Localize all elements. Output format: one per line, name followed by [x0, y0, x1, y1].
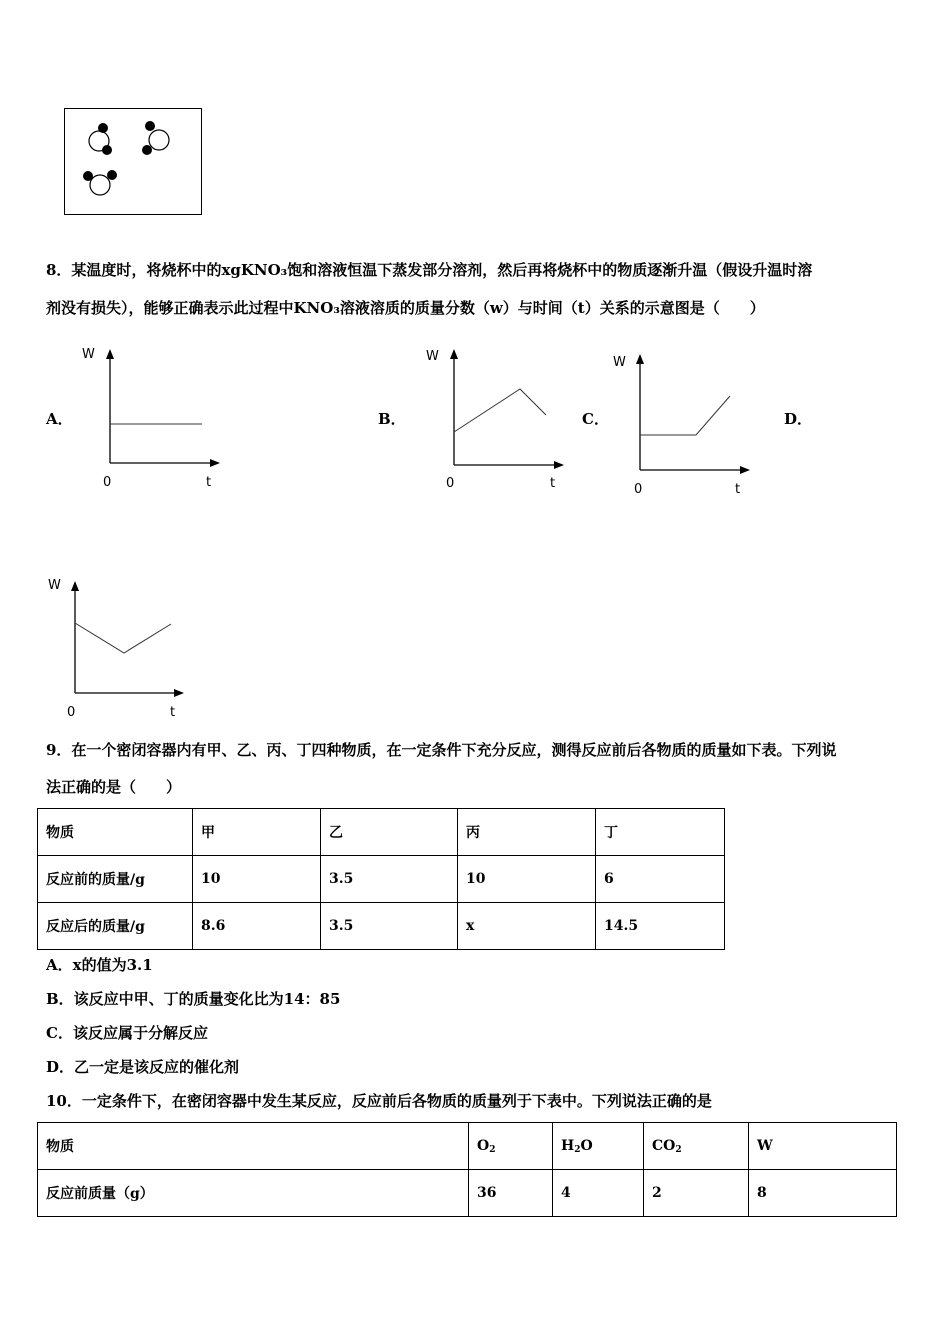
table-cell: W [749, 1123, 897, 1170]
y-axis-label: W [613, 355, 626, 370]
x-arrow [554, 461, 564, 469]
table-row [38, 809, 725, 856]
table-cell: 8.6 [193, 903, 321, 950]
curve-d [75, 623, 171, 653]
y-arrow [71, 581, 79, 591]
q9-choice-b[interactable]: B．该反应中甲、丁的质量变化比为14：85 [46, 990, 341, 1008]
origin-label: 0 [103, 475, 112, 490]
q9-line1: 9．在一个密闭容器内有甲、乙、丙、丁四种物质，在一定条件下充分反应，测得反应前后各物质的质量如下表。下列说 [46, 741, 837, 759]
black-atom [145, 121, 155, 131]
graph-a [78, 345, 228, 495]
table-cell: 3.5 [321, 856, 458, 903]
q10-table [37, 1122, 897, 1217]
table-cell: 丁 [596, 809, 725, 856]
formula-text: CO [652, 1137, 676, 1154]
formula-text: H [561, 1137, 575, 1154]
table-cell: 8 [749, 1170, 897, 1217]
table-row [38, 1170, 897, 1217]
black-atom [102, 145, 112, 155]
graph-c-svg [610, 350, 760, 500]
table-cell-co2 [644, 1123, 749, 1170]
x-axis-label: t [170, 705, 176, 720]
curve-c [640, 396, 730, 435]
black-atom [98, 123, 108, 133]
table-cell: 乙 [321, 809, 458, 856]
table-cell: x [458, 903, 596, 950]
q10-line1: 10．一定条件下，在密闭容器中发生某反应，反应前后各物质的质量列于下表中。下列说法正确的是 [46, 1092, 712, 1110]
x-arrow [740, 466, 750, 474]
graph-b-svg [422, 345, 572, 495]
y-arrow [450, 349, 458, 359]
table-row [38, 903, 725, 950]
graph-a-svg [78, 345, 228, 495]
x-arrow [174, 689, 184, 697]
origin-label: 0 [634, 482, 643, 497]
table-cell: 物质 [38, 1123, 469, 1170]
origin-label: 0 [67, 705, 76, 720]
table-cell: 14.5 [596, 903, 725, 950]
table-cell: 2 [644, 1170, 749, 1217]
q9-choice-c[interactable]: C．该反应属于分解反应 [46, 1024, 208, 1042]
q9-line2: 法正确的是（ ） [46, 778, 182, 796]
curve-b [454, 389, 546, 432]
graph-d [44, 575, 194, 725]
x-axis-label: t [735, 482, 741, 497]
formula-subscript: 2 [489, 1144, 496, 1155]
table-cell: 3.5 [321, 903, 458, 950]
table-cell: 6 [596, 856, 725, 903]
table-cell: 4 [553, 1170, 644, 1217]
black-atom [107, 170, 117, 180]
q8-line2: 剂没有损失），能够正确表示此过程中KNO₃溶液溶质的质量分数（w）与时间（t）关系的示意图是（ ） [46, 299, 765, 317]
table-row [38, 1123, 897, 1170]
y-axis-label: W [48, 578, 61, 593]
q9-table [37, 808, 725, 950]
table-cell: 反应后的质量/g [38, 903, 193, 950]
table-cell: 物质 [38, 809, 193, 856]
graph-b [422, 345, 572, 495]
formula-subscript: 2 [675, 1144, 682, 1155]
y-axis-label: W [426, 349, 439, 364]
table-cell-h2o [553, 1123, 644, 1170]
formula-subscript: 2 [574, 1144, 581, 1155]
formula-text: O [477, 1137, 490, 1154]
table-cell: 丙 [458, 809, 596, 856]
graph-c [610, 350, 760, 500]
q8-line1: 8．某温度时，将烧杯中的xgKNO₃饱和溶液恒温下蒸发部分溶剂，然后再将烧杯中的物质逐渐升温（假设升温时溶 [46, 261, 813, 279]
table-cell: 反应前质量（g） [38, 1170, 469, 1217]
table-cell: 甲 [193, 809, 321, 856]
table-cell: 反应前的质量/g [38, 856, 193, 903]
table-cell-o2 [469, 1123, 553, 1170]
option-d-label[interactable]: D． [784, 410, 813, 428]
molecule-diagram [64, 108, 202, 215]
table-cell: 10 [458, 856, 596, 903]
white-atom [149, 130, 169, 150]
option-b-label[interactable]: B． [378, 410, 406, 428]
graph-d-svg [44, 575, 194, 725]
option-a-label[interactable]: A． [46, 410, 73, 428]
molecule-svg [65, 109, 201, 214]
origin-label: 0 [446, 476, 455, 491]
x-axis-label: t [206, 475, 212, 490]
black-atom [142, 145, 152, 155]
x-arrow [210, 459, 220, 467]
formula-text: O [580, 1137, 593, 1154]
y-arrow [636, 354, 644, 364]
table-row [38, 856, 725, 903]
x-axis-label: t [550, 476, 556, 491]
black-atom [83, 171, 93, 181]
y-arrow [106, 349, 114, 359]
q9-choice-d[interactable]: D．乙一定是该反应的催化剂 [46, 1058, 240, 1076]
white-atom [90, 175, 110, 195]
option-c-label[interactable]: C． [582, 410, 609, 428]
table-cell: 36 [469, 1170, 553, 1217]
y-axis-label: W [82, 347, 95, 362]
table-cell: 10 [193, 856, 321, 903]
q9-choice-a[interactable]: A．x的值为3.1 [46, 956, 153, 974]
